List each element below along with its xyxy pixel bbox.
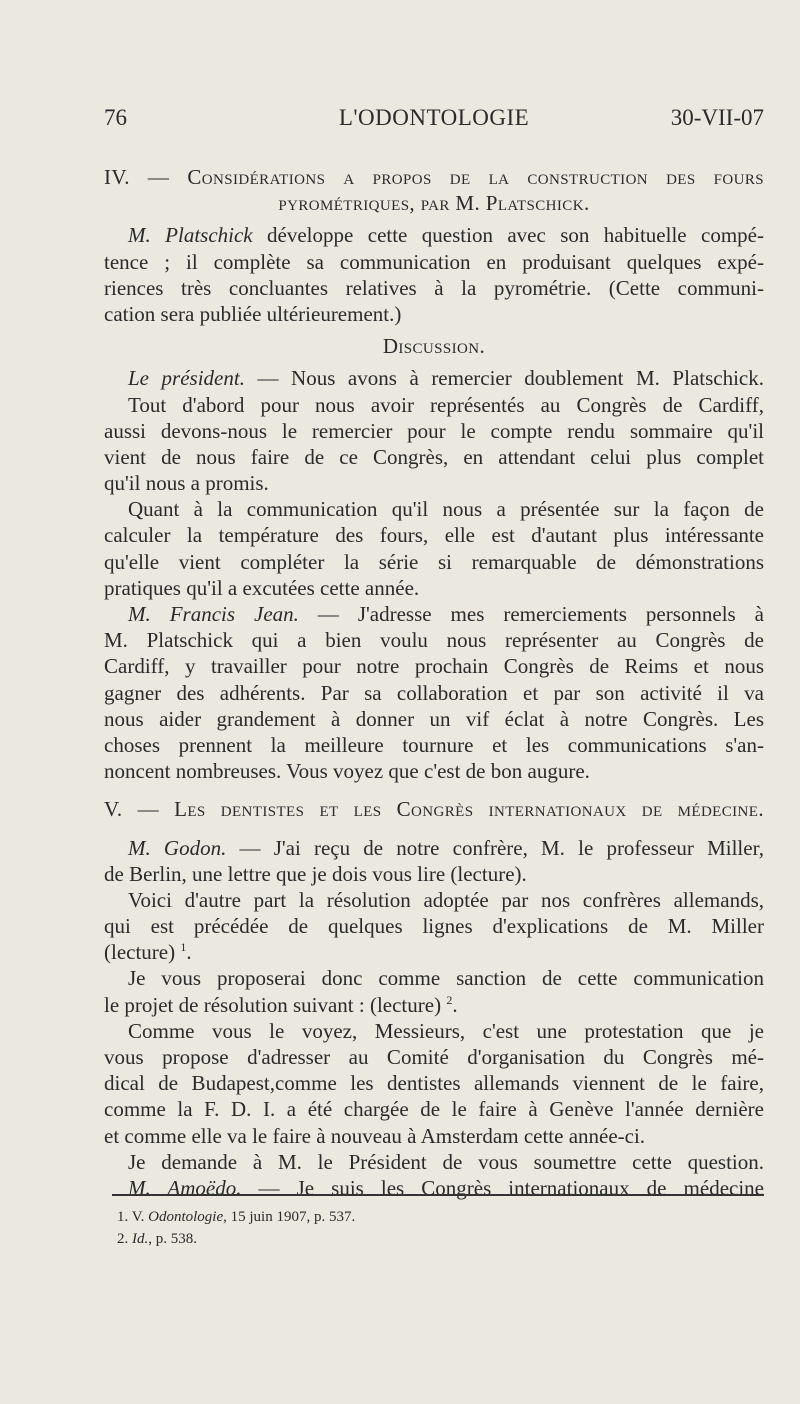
paragraph-line: qui est précédée de quelques lignes d'explications de M. Miller bbox=[104, 914, 764, 939]
francis-jean-paragraph-first-line bbox=[104, 601, 764, 627]
paragraph-line: et comme elle va le faire à nouveau à Amsterdam cette année-ci. bbox=[104, 1123, 646, 1148]
paragraph-line: comme la F. D. I. a été chargée de le faire à Genève l'année dernière bbox=[104, 1097, 764, 1122]
footnote-source: Odontologie bbox=[148, 1209, 224, 1225]
section-iv-heading-line1: IV. — Considérations a propos de la construction des fours bbox=[104, 165, 764, 189]
paragraph-line-with-note: (lecture) $^1$. bbox=[104, 940, 192, 965]
footnote-number: 1. V. bbox=[117, 1209, 149, 1225]
paragraph-line: choses prennent la meilleure tournure et les communications s'an- bbox=[104, 732, 764, 757]
paragraph-line: de Berlin, une lettre que je dois vous lire (lecture). bbox=[104, 861, 527, 886]
paragraph-line: riences très concluantes relatives à la pyrométrie. (Cette communi- bbox=[104, 275, 764, 300]
paragraph-line: vous propose d'adresser au Comité d'organisation du Congrès mé- bbox=[104, 1045, 764, 1069]
paragraph-line: Cardiff, y travailler pour notre prochain Congrès de Reims et nous bbox=[104, 654, 764, 679]
paragraph-line: cation sera publiée ultérieurement.) bbox=[104, 301, 402, 326]
section-iv-heading-line2: pyrométriques, par M. Platschick. bbox=[278, 191, 590, 216]
speaker-godon: M. Godon. bbox=[128, 835, 227, 860]
paragraph-line: Quant à la communication qu'il nous a présentée sur la façon de bbox=[128, 497, 764, 522]
paragraph-line-with-note: le projet de résolution suivant : (lecture) $^2$. bbox=[104, 992, 458, 1017]
footnote-number: 2. bbox=[117, 1231, 132, 1247]
speaker-amoedo: M. Amoëdo. bbox=[128, 1175, 242, 1200]
paragraph-line: qu'elle vient compléter la série si remarquable de démonstrations bbox=[104, 549, 764, 574]
speaker-francis-jean: M. Francis Jean. bbox=[128, 602, 299, 626]
footnotes bbox=[117, 1206, 757, 1250]
section-v-heading: V. — Les dentistes et les Congrès internationaux de médecine. bbox=[104, 797, 764, 822]
footnote-text: , 15 juin 1907, p. 537. bbox=[223, 1209, 356, 1225]
godon-paragraph-first-line bbox=[104, 835, 764, 861]
speaker-president: Le président. bbox=[128, 366, 245, 391]
paragraph-text: le projet de résolution suivant : (lecture) bbox=[104, 992, 442, 1017]
paragraph-text: — J'ai reçu de notre confrère, M. le professeur Miller, bbox=[226, 835, 764, 860]
paragraph-text: (lecture) bbox=[104, 940, 176, 965]
paragraph-text: — Nous avons à remercier doublement M. Platschick. bbox=[244, 366, 764, 391]
discussion-heading: Discussion. bbox=[382, 334, 486, 359]
issue-date: 30-VII-07 bbox=[670, 105, 764, 130]
paragraph-line: dical de Budapest,comme les dentistes allemands viennent de le faire, bbox=[104, 1071, 764, 1096]
paragraph-line: Comme vous le voyez, Messieurs, c'est une protestation que je bbox=[128, 1018, 764, 1043]
footnote-source: Id. bbox=[132, 1231, 149, 1247]
paragraph-line: qu'il nous a promis. bbox=[104, 471, 269, 496]
paragraph-text: — J'adresse mes remerciements personnels à bbox=[298, 602, 764, 626]
footnote-2 bbox=[117, 1228, 757, 1250]
paragraph-line: tence ; il complète sa communication en produisant quelques expé- bbox=[104, 249, 764, 274]
paragraph-line: Tout d'abord pour nous avoir représentés au Congrès de Cardiff, bbox=[128, 392, 764, 417]
amoedo-paragraph-first-line bbox=[104, 1175, 764, 1201]
paragraph-text: développe cette question avec son habituelle compé- bbox=[252, 223, 764, 248]
paragraph-line: calculer la température des fours, elle est d'autant plus intéressante bbox=[104, 523, 764, 548]
president-paragraph-first-line bbox=[104, 365, 764, 391]
paragraph-line: nous aider grandement à donner un vif éclat à notre Congrès. Les bbox=[104, 706, 764, 731]
paragraph-line: Je vous proposerai donc comme sanction de cette communication bbox=[128, 966, 764, 991]
paragraph-text: — Je suis les Congrès internationaux de médecine bbox=[241, 1175, 764, 1200]
paragraph-line: M. Platschick qui a bien voulu nous représenter au Congrès de bbox=[104, 628, 764, 653]
platschick-paragraph-first-line bbox=[104, 222, 764, 248]
paragraph-line: gagner des adhérents. Par sa collaboration et par son activité il va bbox=[104, 680, 764, 705]
page-number: 76 bbox=[104, 105, 127, 130]
paragraph-line: aussi devons-nous le remercier pour le compte rendu sommaire qu'il bbox=[104, 418, 764, 443]
footnote-1 bbox=[117, 1206, 757, 1228]
paragraph-line: pratiques qu'il a excutées cette année. bbox=[104, 575, 420, 600]
journal-title: L'ODONTOLOGIE bbox=[338, 105, 530, 130]
footnote-separator bbox=[112, 1194, 764, 1196]
paragraph-line: noncent nombreuses. Vous voyez que c'est de bon augure. bbox=[104, 759, 590, 784]
running-header bbox=[104, 105, 764, 139]
paragraph-line: Je demande à M. le Président de vous soumettre cette question. bbox=[128, 1149, 764, 1174]
footnote-text: , p. 538. bbox=[148, 1231, 197, 1247]
footnote-reference-1: 1 bbox=[180, 940, 187, 955]
footnote-reference-2: 2 bbox=[446, 992, 453, 1007]
body-text bbox=[104, 164, 764, 1201]
paragraph-line: vient de nous faire de ce Congrès, en attendant celui plus complet bbox=[104, 444, 764, 469]
speaker-platschick: M. Platschick bbox=[128, 223, 253, 248]
paragraph-line: Voici d'autre part la résolution adoptée par nos confrères allemands, bbox=[128, 887, 764, 912]
